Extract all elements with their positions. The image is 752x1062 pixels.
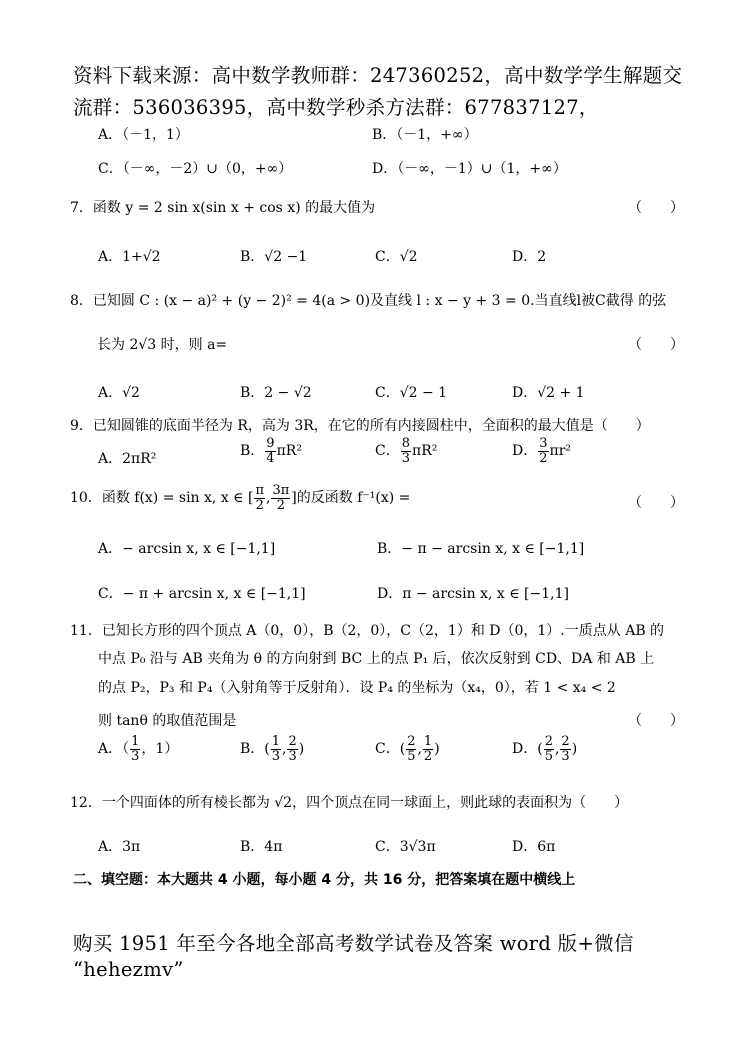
q11-stem-line-1: 11．已知长方形的四个顶点 A（0，0），B（2，0），C（2，1）和 D（0，1）.一质点从 AB 的 <box>70 623 665 639</box>
q7-option-a: A．1+√2 <box>98 249 161 265</box>
q8-stem-line-2: 长为 2√3 时，则 a= <box>97 337 228 353</box>
q6-option-a: A．（－1，1） <box>98 127 189 143</box>
footer-line-2: “hehezmv” <box>73 958 184 981</box>
q8-option-d: D．√2 + 1 <box>512 385 585 401</box>
q11-option-c: C．( $\frac{2}{5}$ , $\frac{1}{2}$ ) <box>375 734 440 764</box>
q7-option-d: D．2 <box>512 249 547 265</box>
q11-stem-line-4: 则 tanθ 的取值范围是 <box>98 713 237 729</box>
header-line-1: 资料下载来源：高中数学教师群：247360252，高中数学学生解题交 <box>73 64 683 87</box>
q8-option-a: A．√2 <box>98 385 140 401</box>
q12-stem: 12．一个四面体的所有棱长都为 √2，四个顶点在同一球面上，则此球的表面积为（ ） <box>70 795 629 811</box>
q12-option-d: D．6π <box>512 839 556 855</box>
q12-option-c: C．3√3π <box>375 839 436 855</box>
q10-answer-blank: （ ） <box>628 495 684 511</box>
q7-stem: 7．函数 y = 2 sin x(sin x + cos x) 的最大值为 <box>70 200 376 216</box>
q11-option-d: D．( $\frac{2}{5}$ , $\frac{2}{3}$ ) <box>512 734 578 764</box>
q7-option-b: B．√2 −1 <box>240 249 308 265</box>
q9-option-d: D． $\frac{3}{2}$ πr² <box>512 436 572 466</box>
q11-stem-line-3: 的点 P₂，P₃ 和 P₄（入射角等于反射角）．设 P₄ 的坐标为（x₄，0），若 1 < x₄ < 2 <box>98 680 616 696</box>
section-2-heading: 二、填空题：本大题共 4 小题，每小题 4 分，共 16 分，把答案填在题中横线上 <box>73 872 576 888</box>
q11-option-a: A．（ $\frac{1}{3}$ ，1） <box>98 734 179 764</box>
footer-line-1: 购买 1951 年至今各地全部高考数学试卷及答案 word 版+微信 <box>73 932 634 955</box>
q12-option-a: A．3π <box>98 839 141 855</box>
q7-option-c: C．√2 <box>375 249 418 265</box>
q6-option-c: C．（－∞，－2）∪（0，+∞） <box>98 161 293 177</box>
q9-option-c: C． $\frac{8}{3}$ πR² <box>375 436 438 466</box>
q6-option-d: D．（－∞，－1）∪（1，+∞） <box>372 161 567 177</box>
q10-option-c: C．− π + arcsin x, x ∈ [−1,1] <box>98 586 306 602</box>
q8-option-c: C．√2 − 1 <box>375 385 448 401</box>
q11-option-b: B．( $\frac{1}{3}$ , $\frac{2}{3}$ ) <box>240 734 305 764</box>
q12-option-b: B．4π <box>240 839 283 855</box>
q11-stem-line-2: 中点 P₀ 沿与 AB 夹角为 θ 的方向射到 BC 上的点 P₁ 后，依次反射到 CD、DA 和 AB 上 <box>98 651 655 667</box>
q8-stem: 8．已知圆 C : (x − a)² + (y − 2)² = 4(a > 0)及直线 l : x − y + 3 = 0.当直线l被C截得 的弦 <box>70 293 667 309</box>
q8-option-b: B．2 − √2 <box>240 385 312 401</box>
header-line-2: 流群：536036395，高中数学秒杀方法群：677837127， <box>73 96 599 119</box>
q10-stem: 10．函数 f(x) = sin x, x ∈ [ $\frac{\pi}{2}$ , $\frac{3\pi}{2}$ ]的反函数 f⁻¹(x) = <box>70 483 411 513</box>
q6-option-b: B．（－1，+∞） <box>372 127 478 143</box>
q9-option-a: A．2πR² <box>98 451 157 467</box>
q9-stem: 9．已知圆锥的底面半径为 R，高为 3R，在它的所有内接圆柱中，全面积的最大值是（ ） <box>70 418 650 434</box>
q7-answer-blank: （ ） <box>628 200 684 216</box>
q11-answer-blank: （ ） <box>628 713 684 729</box>
q9-option-b: B． $\frac{9}{4}$ πR² <box>240 436 302 466</box>
q10-option-b: B．− π − arcsin x, x ∈ [−1,1] <box>377 541 585 557</box>
q10-option-a: A．− arcsin x, x ∈ [−1,1] <box>98 541 276 557</box>
q8-answer-blank: （ ） <box>628 337 684 353</box>
q10-option-d: D．π − arcsin x, x ∈ [−1,1] <box>377 586 569 602</box>
